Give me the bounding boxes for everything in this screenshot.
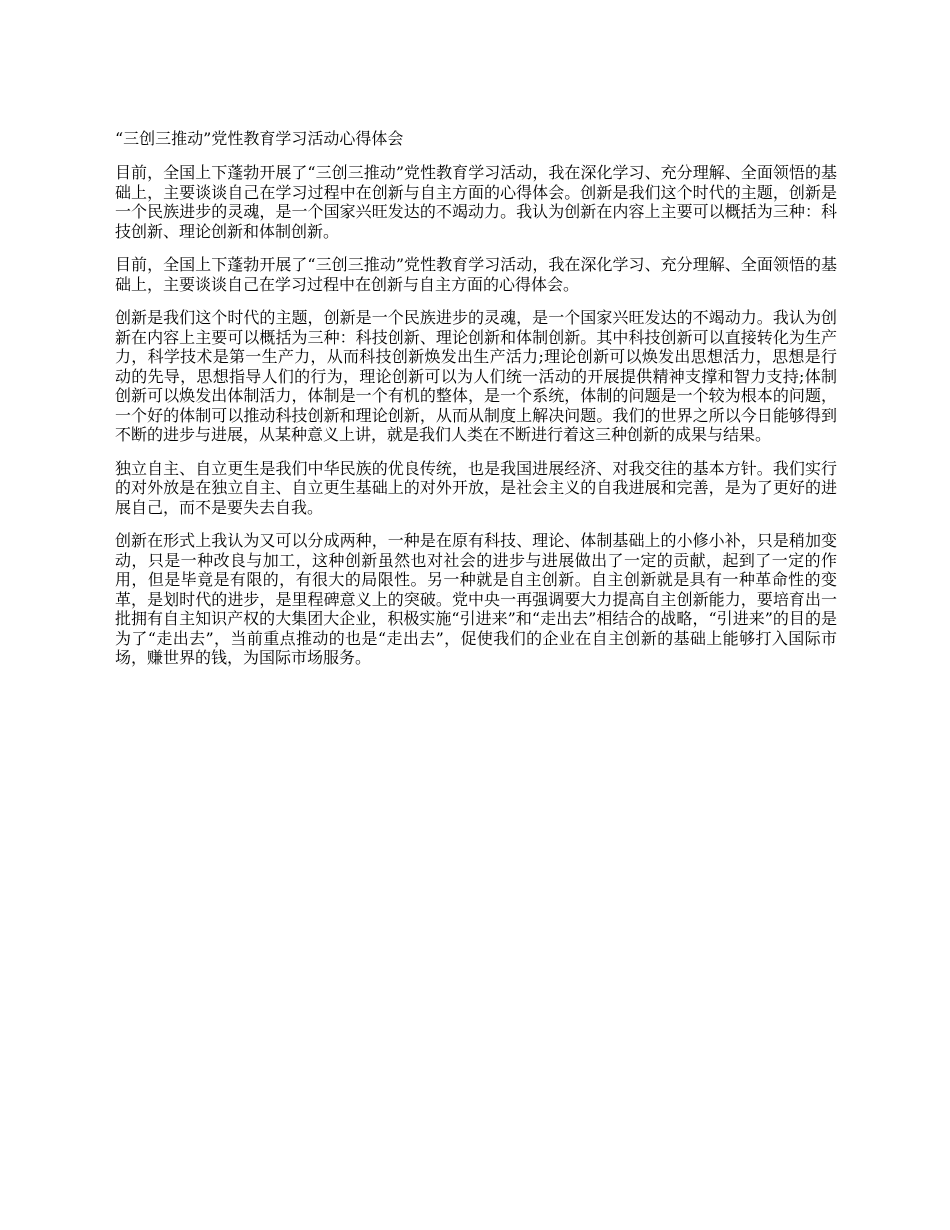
document-title: “三创三推动”党性教育学习活动心得体会	[115, 129, 404, 148]
paragraph-2: 目前，全国上下蓬勃开展了“三创三推动”党性教育学习活动，我在深化学习、充分理解、全面领悟的基础上，主要谈谈自己在学习过程中在创新与自主方面的心得体会。	[115, 255, 837, 294]
document-body	[115, 128, 837, 682]
paragraph-3: 创新是我们这个时代的主题，创新是一个民族进步的灵魂，是一个国家兴旺发达的不竭动力。我认为创新在内容上主要可以概括为三种：科技创新、理论创新和体制创新。其中科技创新可以直接转化为生产力，科学技术是第一生产力，从而科技创新焕发出生产活力;理论创新可以焕发出思想活力，思想是行动的先导，思想指导人们的行为，理论创新可以为人们统一活动的开展提供精神支撑和智力支持;体制创新可以焕发出体制活力，体制是一个有机的整体，是一个系统，体制的问题是一个较为根本的问题，一个好的体制可以推动科技创新和理论创新，从而从制度上解决问题。我们的世界之所以今日能够得到不断的进步与进展，从某种意义上讲，就是我们人类在不断进行着这三种创新的成果与结果。	[115, 308, 837, 444]
paragraph-5: 创新在形式上我认为又可以分成两种，一种是在原有科技、理论、体制基础上的小修小补，只是稍加变动，只是一种改良与加工，这种创新虽然也对社会的进步与进展做出了一定的贡献，起到了一定的作用，但是毕竟是有限的，有很大的局限性。另一种就是自主创新。自主创新就是具有一种革命性的变革，是划时代的进步，是里程碑意义上的突破。党中央一再强调要大力提高自主创新能力，要培育出一批拥有自主知识产权的大集团大企业，积极实施“引进来”和“走出去”相结合的战略，“引进来”的目的是为了“走出去”，当前重点推动的也是“走出去”，促使我们的企业在自主创新的基础上能够打入国际市场，赚世界的钱，为国际市场服务。	[115, 531, 837, 667]
paragraph-4: 独立自主、自立更生是我们中华民族的优良传统，也是我国进展经济、对我交往的基本方针。我们实行的对外放是在独立自主、自立更生基础上的对外开放，是社会主义的自我进展和完善，是为了更好的进展自己，而不是要失去自我。	[115, 458, 837, 517]
paragraph-1: 目前，全国上下蓬勃开展了“三创三推动”党性教育学习活动，我在深化学习、充分理解、全面领悟的基础上，主要谈谈自己在学习过程中在创新与自主方面的心得体会。创新是我们这个时代的主题，创新是一个民族进步的灵魂，是一个国家兴旺发达的不竭动力。我认为创新在内容上主要可以概括为三种：科技创新、理论创新和体制创新。	[115, 163, 837, 241]
